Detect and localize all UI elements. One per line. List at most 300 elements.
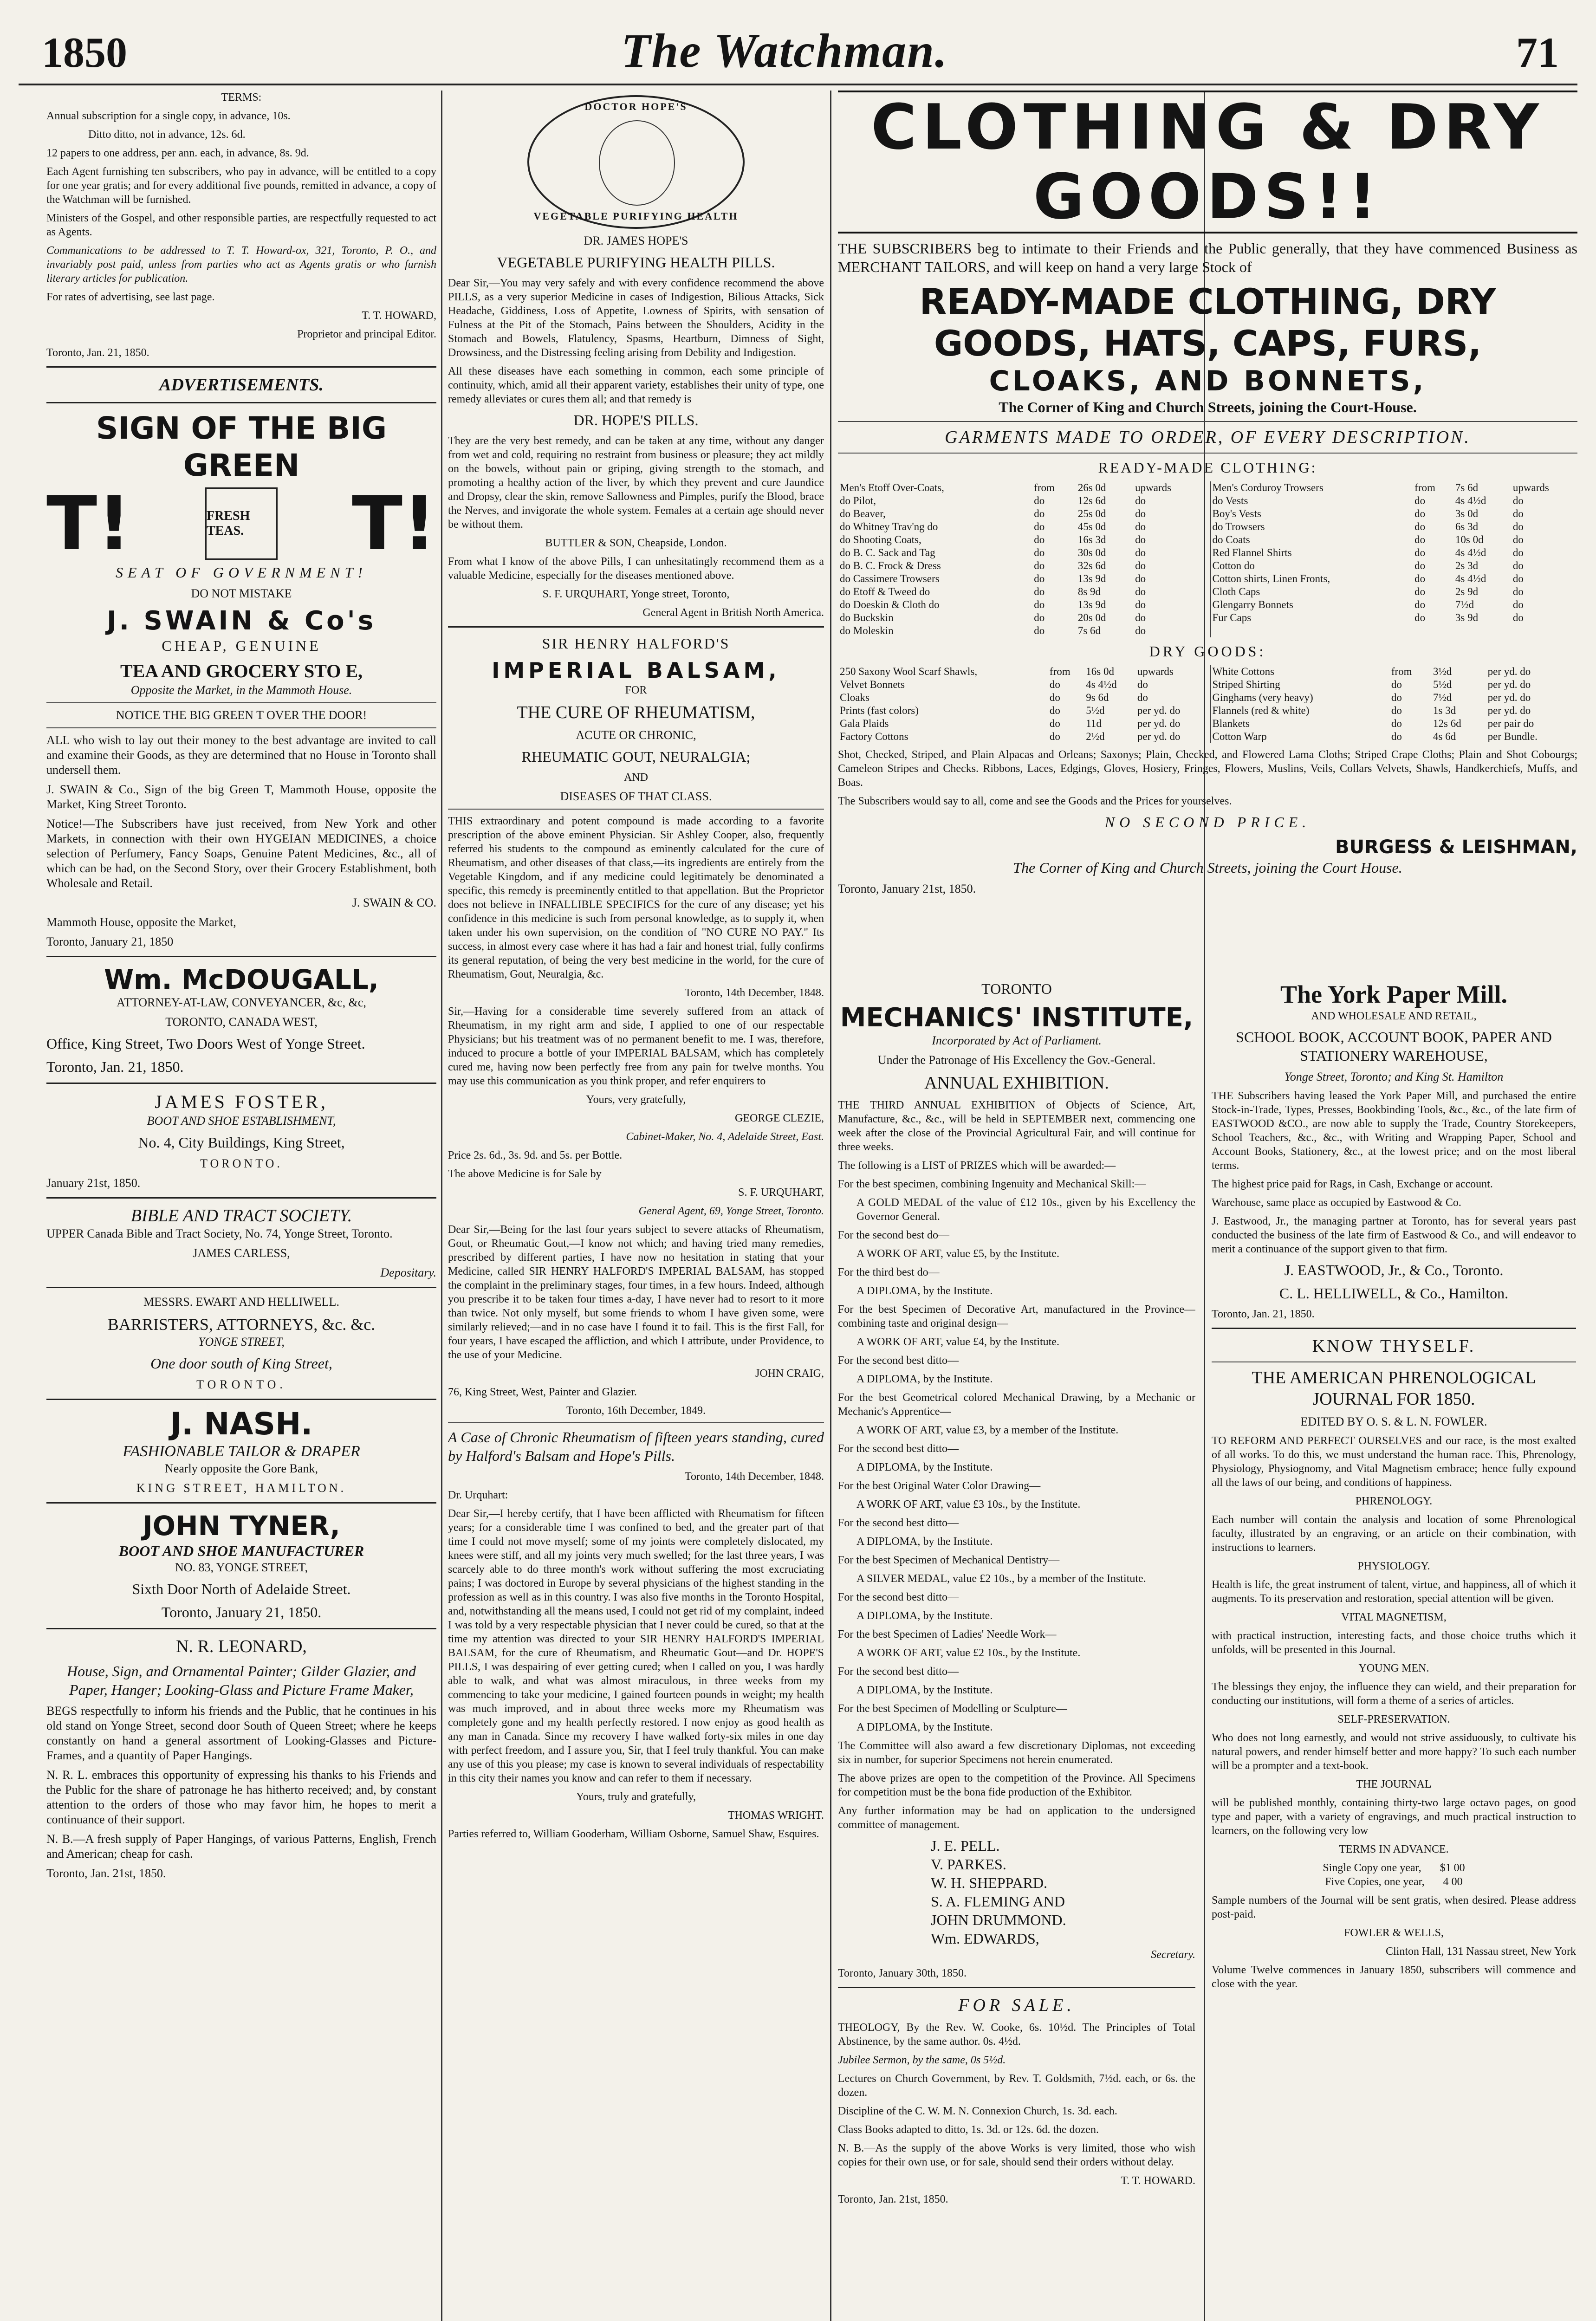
hope-name: DR. JAMES HOPE'S (584, 234, 688, 247)
table-cell: 13s 9d (1077, 599, 1106, 610)
table-cell: White Cottons (1212, 666, 1275, 677)
prize-item: For the second best ditto— (838, 1591, 959, 1603)
committee-member: JOHN DRUMMOND. (931, 1912, 1066, 1928)
corner-line: The Corner of King and Church Streets, joining the Court-House. (999, 399, 1417, 415)
table-cell: 12s 6d (1077, 495, 1106, 506)
terms-line: Each Agent furnishing ten subscribers, who pay in advance, will be entitled to a copy for one year gratis; and for every additional five pounds, remitted in advance, a copy of the Watchman will be furnished. (46, 166, 436, 206)
table-cell: do (1414, 612, 1426, 623)
halford-sig: GEORGE CLEZIE, (735, 1112, 824, 1124)
mech-list: The following is a LIST of PRIZES which will be awarded:— (838, 1160, 1116, 1172)
phren-heading: VITAL MAGNETISM, (1341, 1611, 1447, 1623)
table-cell: 16s 0d (1086, 666, 1114, 677)
big-t-right: T! (351, 480, 436, 567)
swain-paragraph: J. SWAIN & Co., Sign of the big Green T, Mammoth House, opposite the Market, King Street Toronto. (46, 783, 436, 811)
prize-item: For the best Specimen of Modelling or Sculpture— (838, 1703, 1067, 1715)
table-row (838, 507, 1205, 520)
table-cell: do (1414, 599, 1426, 610)
table-cell: Striped Shirting (1212, 679, 1280, 690)
table-cell: do (1512, 612, 1524, 623)
tyner-name: JOHN TYNER, (143, 1510, 340, 1542)
table-cell: do Buckskin (840, 612, 894, 623)
cheap-line: CHEAP, GENUINE (162, 637, 321, 654)
table-row (838, 704, 1205, 717)
burgess-loc: The Corner of King and Church Streets, joining the Court House. (1013, 859, 1402, 876)
table-cell: do Pilot, (840, 495, 876, 506)
sale-paragraph: Lectures on Church Government, by Rev. T. Goldsmith, 7½d. each, or 6s. the dozen. (838, 2073, 1195, 2099)
table-row (838, 624, 1205, 637)
dry-goods-title: DRY GOODS: (1149, 643, 1266, 660)
cloaks-line: CLOAKS, AND BONNETS, (989, 365, 1427, 397)
column-2 (448, 91, 824, 2321)
divider (46, 1628, 436, 1629)
prize-item: A WORK OF ART, value £2 10s., by the Institute. (856, 1647, 1081, 1659)
table-cell: 4s 4½d (1455, 547, 1486, 558)
divider (46, 956, 436, 957)
table-cell: do (1135, 521, 1146, 532)
nash-street: KING STREET, HAMILTON. (136, 1481, 347, 1495)
table-cell: do (1034, 560, 1045, 571)
divider (46, 727, 436, 728)
halford-for: FOR (625, 684, 647, 696)
table-row (1211, 598, 1578, 611)
table-cell: 2s 9d (1455, 586, 1479, 597)
table-cell: Gala Plaids (840, 718, 889, 729)
table-cell: 26s 0d (1077, 482, 1106, 493)
table-cell: do (1135, 508, 1146, 519)
table-row (1211, 546, 1578, 559)
table-row (838, 730, 1205, 743)
ready-made-right-table (1211, 481, 1578, 624)
prize-item: For the second best do— (838, 1229, 949, 1241)
divider (838, 1987, 1195, 1988)
prize-item: For the best Specimen of Mechanical Dentistry— (838, 1554, 1060, 1566)
halford-cure: THE CURE OF RHEUMATISM, (517, 703, 755, 722)
table-cell: do (1049, 718, 1060, 729)
table-row (1211, 507, 1578, 520)
halford-date: Toronto, 14th December, 1848. (685, 987, 824, 999)
prize-item: For the third best do— (838, 1266, 940, 1278)
table-row (1211, 585, 1578, 598)
table-cell: 13s 9d (1077, 573, 1106, 584)
committee-member: V. PARKES. (931, 1856, 1006, 1873)
table-cell: do (1512, 495, 1524, 506)
table-cell: do (1135, 599, 1146, 610)
fowler-sig: FOWLER & WELLS, (1344, 1927, 1444, 1939)
table-cell: do (1137, 679, 1148, 690)
table-cell: Cotton do (1212, 560, 1255, 571)
nash-loc: Nearly opposite the Gore Bank, (165, 1462, 318, 1475)
table-row (838, 520, 1205, 533)
divider (46, 702, 436, 703)
table-cell: do (1512, 508, 1524, 519)
table-cell: 45s 0d (1077, 521, 1106, 532)
table-row (838, 494, 1205, 507)
dry-goods-right-table (1211, 665, 1578, 743)
seal-bottom-text: VEGETABLE PURIFYING HEALTH (533, 210, 739, 222)
table-row (838, 533, 1205, 546)
table-cell: do Moleskin (840, 625, 894, 636)
column-4 (1212, 979, 1576, 2321)
halford-paragraph: Dear Sir,—Being for the last four years subject to severe attacks of Rheumatism, Gout, or Rheumatic Gout,—I know not which; and having tried many remedies, prescribed by different parties, I have now no hesitation in stating that your Medicine, called SIR HENRY HALFORD'S IMPERIAL BALSAM, has stopped the complaint in the preliminary stages, four times, in a few hours. Indeed, although you prescribe it to be taken four times a-day, I have never had to resort to it more than twice. Not only myself, but some friends to whom I have given some, were similarly relieved;—and in no case have I found it to fail. This is the first Fall, for four years, I have escaped the affliction, and which I attribute, under Providence, to the use of your Medicine. (448, 1224, 824, 1361)
ewart-title: MESSRS. EWART AND HELLIWELL. (143, 1295, 339, 1309)
table-cell: Red Flannel Shirts (1212, 547, 1292, 558)
terms-line: Ministers of the Gospel, and other responsible parties, are respectfully requested to act as Agents. (46, 212, 436, 238)
table-cell: 5½d (1086, 705, 1105, 716)
table-cell: do (1135, 495, 1146, 506)
table-cell: Cotton shirts, Linen Fronts, (1212, 573, 1330, 584)
divider (838, 453, 1577, 454)
signer-role: Proprietor and principal Editor. (297, 328, 436, 340)
table-cell: do (1391, 679, 1402, 690)
table-cell: Cloaks (840, 692, 869, 703)
table-cell: do (1391, 692, 1402, 703)
table-cell: upwards (1135, 482, 1172, 493)
table-cell: do (1049, 705, 1060, 716)
table-cell: do (1135, 547, 1146, 558)
leonard-paragraph: N. B.—A fresh supply of Paper Hangings, of various Patterns, English, French and American; cheap for cash. (46, 1832, 436, 1861)
burgess-name: BURGESS & LEISHMAN, (1335, 836, 1577, 858)
prize-item: For the best specimen, combining Ingenuity and Mechanical Skill:— (838, 1178, 1146, 1190)
table-row (838, 665, 1205, 678)
york-paragraph: The highest price paid for Rags, in Cash, Exchange or account. (1212, 1178, 1493, 1190)
table-cell: 7s 6d (1455, 482, 1479, 493)
phren-paragraph: Volume Twelve commences in January 1850, subscribers will commence and close with the year. (1212, 1964, 1576, 1990)
clothing-ad (838, 91, 1577, 935)
table-cell: do (1512, 534, 1524, 545)
leonard-paragraph: BEGS respectfully to inform his friends and the Public, that he continues in his old stand on Yonge Street, second door South of Queen Street; where he keeps constantly on hand a general assortment of Looking-Glasses and Picture-Frames, and a quantity of Paper Hangings. (46, 1704, 436, 1762)
prize-item: A WORK OF ART, value £3, by a member of the Institute. (856, 1424, 1119, 1436)
table-cell: per yd. do (1137, 731, 1181, 742)
mech-paragraph: Any further information may be had on application to the undersigned committee of management. (838, 1805, 1195, 1831)
foster-addr: No. 4, City Buildings, King Street, (138, 1134, 345, 1151)
table-cell: upwards (1137, 666, 1174, 677)
column-1 (46, 91, 436, 2321)
divider (1212, 1328, 1576, 1329)
mech-paragraph: THE THIRD ANNUAL EXHIBITION of Objects of Science, Art, Manufacture, &c., &c., will be held in SEPTEMBER next, commencing one week after the close of the Provincial Agricultural Fair, and will continue for three weeks. (838, 1099, 1195, 1153)
table-cell: do (1135, 612, 1146, 623)
table-cell: do (1049, 731, 1060, 742)
table-cell: per yd. do (1487, 666, 1531, 677)
table-cell: do (1512, 586, 1524, 597)
mech-committee (838, 1836, 1195, 1948)
foster-date: January 21st, 1850. (46, 1176, 141, 1190)
table-cell: Men's Etoff Over-Coats, (840, 482, 944, 493)
table-cell: do (1414, 521, 1426, 532)
divider (46, 1197, 436, 1199)
sale-paragraph: THEOLOGY, By the Rev. W. Cooke, 6s. 10½d. The Principles of Total Abstinence, by the same author. 0s. 4½d. (838, 2022, 1195, 2048)
table-cell: do (1034, 625, 1045, 636)
table-cell: do (1049, 679, 1060, 690)
table-cell: do (1135, 560, 1146, 571)
mech-sec: Secretary. (1151, 1949, 1195, 1961)
table-cell: from (1391, 666, 1412, 677)
committee-member: Wm. EDWARDS, (931, 1930, 1039, 1947)
table-row (838, 572, 1205, 585)
mcdougall-loc: TORONTO, CANADA WEST, (165, 1015, 318, 1029)
burgess-date: Toronto, January 21st, 1850. (838, 882, 976, 895)
know-title: KNOW THYSELF. (1312, 1336, 1476, 1356)
table-cell: 3½d (1433, 666, 1452, 677)
leonard-paragraph: N. R. L. embraces this opportunity of expressing his thanks to his Friends and the Public for the share of patronage he has hitherto received; and, by constant attention to the orders of those who may favor him, he hopes to merit a continuance of their support. (46, 1768, 436, 1826)
table-row (838, 585, 1205, 598)
column-3 (838, 979, 1195, 2321)
newspaper-page (19, 9, 1577, 2321)
prize-item: A SILVER MEDAL, value £2 10s., by a member of the Institute. (856, 1573, 1146, 1585)
sign-title: SIGN OF THE BIG GREEN (96, 410, 387, 483)
phren-paragraph: with practical instruction, interesting facts, and those choice truths which it unfolds, will be presented in this Journal. (1212, 1630, 1576, 1656)
table-cell: do (1137, 692, 1148, 703)
phren-ed: EDITED BY O. S. & L. N. FOWLER. (1300, 1415, 1487, 1428)
terms-line: Ditto ditto, not in advance, 12s. 6d. (88, 129, 246, 141)
prize-item: A DIPLOMA, by the Institute. (856, 1610, 993, 1622)
page-header (19, 9, 1577, 85)
table-cell: 10s 0d (1455, 534, 1484, 545)
mcdougall-date: Toronto, Jan. 21, 1850. (46, 1058, 184, 1075)
prize-item: A WORK OF ART, value £4, by the Institute. (856, 1336, 1059, 1348)
table-cell: 2½d (1086, 731, 1105, 742)
divider (46, 366, 436, 368)
terms-five-price: 4 00 (1443, 1876, 1463, 1888)
phren-heading: TERMS IN ADVANCE. (1339, 1843, 1449, 1855)
bible-sig: JAMES CARLESS, (193, 1246, 290, 1260)
phren-paragraph: TO REFORM AND PERFECT OURSELVES and our race, is the most exalted of all works. To do this, we must understand the human race. This, Phrenology, Physiology, Physiognomy, and Vital Magnetism embrace; hence fully expound all the laws of our being, and conditions of happiness. (1212, 1435, 1576, 1489)
prize-item: For the best Geometrical colored Mechanical Drawing, by a Mechanic or Mechanic's Apprentice— (838, 1392, 1195, 1418)
table-cell: do (1512, 560, 1524, 571)
table-row (838, 678, 1205, 691)
table-row (1211, 494, 1578, 507)
hope-paragraph: They are the very best remedy, and can be taken at any time, without any danger from wet and cold, requiring no restraint from business or pleasure; they act mildly on the bowels, without pain or griping, giving strength to the stomach, and promoting a healthy action of the liver, by which they prevent and cure Jaundice and Dropsy, clear the skin, remove Sallowness and Pimples, purify the Blood, brace the Nerves, and invigorate the whole system. Females at a certain age should never be without them. (448, 435, 824, 531)
halford-sale: The above Medicine is for Sale by (448, 1168, 602, 1180)
mcdougall-role: ATTORNEY-AT-LAW, CONVEYANCER, &c, &c, (117, 996, 366, 1009)
committee-member: W. H. SHEPPARD. (931, 1874, 1048, 1891)
table-cell: 3s 9d (1455, 612, 1479, 623)
halford-agent: S. F. URQUHART, (738, 1186, 824, 1199)
prize-item: A DIPLOMA, by the Institute. (856, 1461, 993, 1473)
ready-made-title: READY-MADE CLOTHING: (1098, 459, 1317, 476)
ready-made-left-table (838, 481, 1205, 637)
terms-line: 12 papers to one address, per ann. each, in advance, 8s. 9d. (46, 147, 309, 159)
mech-city: TORONTO (981, 980, 1052, 997)
table-cell: 16s 3d (1077, 534, 1106, 545)
prize-list (838, 1177, 1195, 1734)
table-cell: do Whitney Trav'ng do (840, 521, 938, 532)
bible-text: UPPER Canada Bible and Tract Society, No. 74, Yonge Street, Toronto. (46, 1227, 393, 1240)
table-cell: do Trowsers (1212, 521, 1265, 532)
table-cell: 32s 6d (1077, 560, 1106, 571)
halford-date: Toronto, 16th December, 1849. (566, 1405, 706, 1417)
prize-item: A DIPLOMA, by the Institute. (856, 1536, 993, 1548)
tyner-role: BOOT AND SHOE MANUFACTURER (118, 1543, 364, 1559)
signer-date: Toronto, Jan. 21, 1850. (46, 347, 149, 359)
york-date: Toronto, Jan. 21, 1850. (1212, 1308, 1315, 1320)
table-cell: per yd. do (1487, 705, 1531, 716)
hope-seal-image (527, 95, 745, 229)
table-row (838, 611, 1205, 624)
seal-top-text: DOCTOR HOPE'S (584, 101, 688, 112)
table-cell: 2s 3d (1455, 560, 1479, 571)
table-cell: do (1034, 586, 1045, 597)
table-cell: Cotton Warp (1212, 731, 1267, 742)
opposite-line: Opposite the Market, in the Mammoth House. (130, 683, 352, 697)
table-cell: Velvet Bonnets (840, 679, 905, 690)
table-cell: 6s 3d (1455, 521, 1479, 532)
terms-five-label: Five Copies, one year, (1325, 1876, 1425, 1888)
halford-ref: Parties referred to, William Gooderham, William Osborne, Samuel Shaw, Esquires. (448, 1828, 819, 1840)
table-cell: do (1135, 573, 1146, 584)
prize-item: A WORK OF ART, value £3 10s., by the Institute. (856, 1498, 1081, 1511)
halford-date: Toronto, 14th December, 1848. (685, 1471, 824, 1483)
table-cell: do (1414, 586, 1426, 597)
table-row (1211, 533, 1578, 546)
phren-heading: SELF-PRESERVATION. (1337, 1713, 1450, 1725)
table-cell: Fur Caps (1212, 612, 1252, 623)
divider (46, 1287, 436, 1288)
phren-heading: PHRENOLOGY. (1355, 1495, 1433, 1507)
swain-paragraph: Notice!—The Subscribers have just received, from New York and other Markets, in connection with their own HYGEIAN MEDICINES, a choice selection of Perfumery, Fancy Soaps, Genuine Patent Medicines, &c., all of which can be had, on the Second Story, over their Grocery Establishment, both Wholesale and Retail. (46, 817, 436, 890)
ewart-street: YONGE STREET, (198, 1335, 285, 1349)
york-title: The York Paper Mill. (1280, 980, 1507, 1008)
york-sub: AND WHOLESALE AND RETAIL, (1311, 1010, 1477, 1022)
mech-inc: Incorporated by Act of Parliament. (932, 1034, 1102, 1047)
phren-paragraph: The blessings they enjoy, the influence they can wield, and their preparation for conducting our institutions, will form a theme of a series of articles. (1212, 1681, 1576, 1707)
table-cell: Blankets (1212, 718, 1250, 729)
column-rule (830, 91, 831, 2321)
table-cell: Factory Cottons (840, 731, 908, 742)
table-cell: do (1034, 599, 1045, 610)
table-cell: do (1391, 731, 1402, 742)
phren-paragraph: will be published monthly, containing thirty-two large octavo pages, on good type and paper, with a variety of engravings, and much practical instruction to learners, on the following very low (1212, 1797, 1576, 1837)
halford-agent2: General Agent, 69, Yonge Street, Toronto. (638, 1205, 824, 1217)
prize-item: For the best Original Water Color Drawing— (838, 1480, 1041, 1492)
clothing-intro: THE SUBSCRIBERS beg to intimate to their Friends and the Public generally, that they have commenced Business as MERCHANT TAILORS, and will keep on hand a very large Stock of (838, 240, 1577, 275)
table-row (1211, 691, 1578, 704)
table-row (1211, 665, 1578, 678)
table-cell: per yd. do (1487, 692, 1531, 703)
ewart-loc: One door south of King Street, (150, 1355, 332, 1372)
table-cell: 30s 0d (1077, 547, 1106, 558)
table-cell: 9s 6d (1086, 692, 1109, 703)
prize-item: A GOLD MEDAL of the value of £12 10s., given by his Excellency the Governor General. (856, 1197, 1195, 1223)
table-cell: 250 Saxony Wool Scarf Shawls, (840, 666, 978, 677)
committee-member: S. A. FLEMING AND (931, 1893, 1065, 1910)
phren-paragraph: Who does not long earnestly, and would not strive assiduously, to cultivate his natural powers, and render himself better and more happy? To such each number will be a prompter and a text-book. (1212, 1732, 1576, 1772)
divider (46, 1083, 436, 1084)
ewart-city: TORONTO. (196, 1378, 286, 1391)
prize-item: A WORK OF ART, value £5, by the Institute. (856, 1248, 1059, 1260)
table-cell: do (1135, 534, 1146, 545)
phren-heading: YOUNG MEN. (1358, 1662, 1429, 1674)
committee-member: J. E. PELL. (931, 1837, 1000, 1854)
fowler-addr: Clinton Hall, 131 Nassau street, New York (1386, 1945, 1576, 1958)
halford-paragraph: Dear Sir,—I hereby certify, that I have been afflicted with Rheumatism for fifteen years; for a considerable time I was confined to bed, and the greater part of that time I could not move myself; some of my joints were completely dislocated, my knees were stiff, and all my joints very much swelled; for the last three years, I was scarcely able to do three month's work without suffering the most excruciating pains; I was doctored in Europe by several physicians of the highest standing in the profession as well as in this country. I was also five months in the Toronto Hospital, and, notwithstanding all the means used, I could not get rid of my complaint, indeed I was told by a very respectable physician that I never could be cured, so that at the time my attention was directed to your SIR HENRY HALFORD'S IMPERIAL BALSAM, for the cure of Rheumatism, and Rheumatic Gout—and Dr. HOPE'S PILLS, I was despairing of ever getting cured; when I called on you, I was hardly able to walk, and what was almost miraculous, in three weeks from my commencing to take your medicine, I gained fourteen pounds in weight; my health was much improved, and in about three weeks more my Rheumatism was completely gone and my health perfectly restored. I now enjoy as good health as any man in Canada. Since my recovery I have walked forty-six miles in one day with perfect freedom, and I assure you, Sir, that I feel truly thankful. You can make any use of this you please; my case is known to several individuals of respectability in this city their names you know and can refer to them if necessary. (448, 1508, 824, 1784)
tyner-loc: Sixth Door North of Adelaide Street. (132, 1581, 351, 1597)
table-cell: do (1414, 495, 1426, 506)
foster-name: JAMES FOSTER, (155, 1091, 328, 1112)
divider (46, 1502, 436, 1504)
dry-goods-text: Shot, Checked, Striped, and Plain Alpacas and Orleans; Saxonys; Plain, Checked, and Flowered Lama Cloths; Striped Crape Cloths; Plain and Shot Cobourgs; Cameleon Stripes and Checks. Ribbons, Laces, Edgings, Gloves, Hosiery, Fringes, Flowers, Muslins, Veils, Collars Velvets, Shawls, Handkerchiefs, Muffs, and Boas. (838, 749, 1577, 789)
table-cell: per yd. do (1137, 705, 1181, 716)
leonard-role: House, Sign, and Ornamental Painter; Gilder Glazier, and Paper, Hanger; Looking-Glass and Picture Frame Maker, (67, 1663, 416, 1698)
halford-price: Price 2s. 6d., 3s. 9d. and 5s. per Bottle. (448, 1149, 623, 1161)
table-cell: Cloth Caps (1212, 586, 1260, 597)
portrait-icon (599, 120, 675, 206)
mech-paragraph: The Committee will also award a few discretionary Diplomas, not exceeding six in number, for superior Specimens not herein enumerated. (838, 1740, 1195, 1766)
table-cell: 20s 0d (1077, 612, 1106, 623)
divider (448, 1422, 824, 1423)
hope-sig2: S. F. URQUHART, Yonge street, Toronto, (542, 588, 730, 600)
no-second-price: NO SECOND PRICE. (1104, 814, 1311, 830)
table-cell: upwards (1512, 482, 1549, 493)
table-row (838, 717, 1205, 730)
table-cell: do (1414, 534, 1426, 545)
table-row (838, 546, 1205, 559)
sale-sig: T. T. HOWARD. (1121, 2175, 1195, 2187)
phren-paragraph: Sample numbers of the Journal will be sent gratis, when desired. Please address post-paid. (1212, 1894, 1576, 1920)
garments-line: GARMENTS MADE TO ORDER, OF EVERY DESCRIPTION. (945, 428, 1471, 447)
halford-paragraph: Sir,—Having for a considerable time severely suffered from an attack of Rheumatism, in my right arm and side, I applied to one of our respectable Physicians; but his treatment was of no permanent benefit to me. I was, therefore, induced to procure a bottle of your IMPERIAL BALSAM, which has completely cured me, having now been perfectly free from any pain for twelve months. You may use this communication as you think proper, and refer enquirers to (448, 1005, 824, 1087)
swain-paragraph: ALL who wish to lay out their money to the best advantage are invited to call and examine their Goods, as they are determined that no House in Toronto shall undersell them. (46, 733, 436, 777)
table-cell: from (1414, 482, 1435, 493)
table-cell: do (1034, 547, 1045, 558)
halford-name: SIR HENRY HALFORD'S (542, 635, 730, 652)
table-cell: do B. C. Frock & Dress (840, 560, 941, 571)
tyner-date: Toronto, January 21, 1850. (161, 1604, 322, 1621)
york-loc: Yonge Street, Toronto; and King St. Hamilton (1284, 1070, 1504, 1083)
hope-sub: DR. HOPE'S PILLS. (573, 412, 699, 428)
masthead-title: The Watchman. (621, 24, 948, 78)
halford-sig: 76, King Street, West, Painter and Glazier. (448, 1386, 637, 1398)
table-cell: 4s 4½d (1455, 573, 1486, 584)
ready-made-line: READY-MADE CLOTHING, DRY GOODS, HATS, CAPS, FURS, (919, 281, 1496, 364)
table-cell: do (1414, 573, 1426, 584)
table-row (1211, 717, 1578, 730)
table-cell: 5½d (1433, 679, 1452, 690)
phren-paragraph: Health is life, the great instrument of talent, virtue, and happiness, all of which it augments. To its preservation and restoration, special attention will be given. (1212, 1579, 1576, 1605)
table-cell: do (1034, 534, 1045, 545)
prize-item: A DIPLOMA, by the Institute. (856, 1373, 993, 1385)
table-cell: do Beaver, (840, 508, 886, 519)
nash-role: FASHIONABLE TAILOR & DRAPER (123, 1443, 360, 1460)
table-cell: do (1512, 573, 1524, 584)
table-cell: do B. C. Sack and Tag (840, 547, 935, 558)
leonard-date: Toronto, Jan. 21st, 1850. (46, 1867, 166, 1880)
phren-heading: PHYSIOLOGY. (1357, 1560, 1430, 1572)
sale-date: Toronto, Jan. 21st, 1850. (838, 2193, 948, 2205)
prize-item: For the second best ditto— (838, 1517, 959, 1529)
halford-title: IMPERIAL BALSAM, (492, 658, 780, 683)
tyner-no: NO. 83, YONGE STREET, (175, 1561, 308, 1574)
table-cell: do (1034, 495, 1045, 506)
halford-dis: DISEASES OF THAT CLASS. (560, 790, 712, 803)
dry-goods-left-table (838, 665, 1205, 743)
hope-paragraph: From what I know of the above Pills, I can unhesitatingly recommend them as a valuable Medicine, especially for the diseases mentioned above. (448, 556, 824, 582)
dry-goods-invite: The Subscribers would say to all, come and see the Goods and the Prices for yourselves. (838, 795, 1232, 807)
table-cell: 4s 4½d (1455, 495, 1486, 506)
table-cell: do Etoff & Tweed do (840, 586, 930, 597)
table-cell: 3s 0d (1455, 508, 1479, 519)
table-cell: 11d (1086, 718, 1102, 729)
table-row (1211, 611, 1578, 624)
divider (46, 402, 436, 403)
table-cell: per Bundle. (1487, 731, 1538, 742)
table-row (1211, 481, 1578, 494)
dont-mistake: DO NOT MISTAKE (191, 587, 292, 600)
table-cell: do (1512, 521, 1524, 532)
leonard-name: N. R. LEONARD, (176, 1637, 307, 1656)
table-row (1211, 730, 1578, 743)
dry-goods-tables (838, 665, 1577, 743)
hope-sig: BUTTLER & SON, Cheapside, London. (545, 537, 727, 549)
